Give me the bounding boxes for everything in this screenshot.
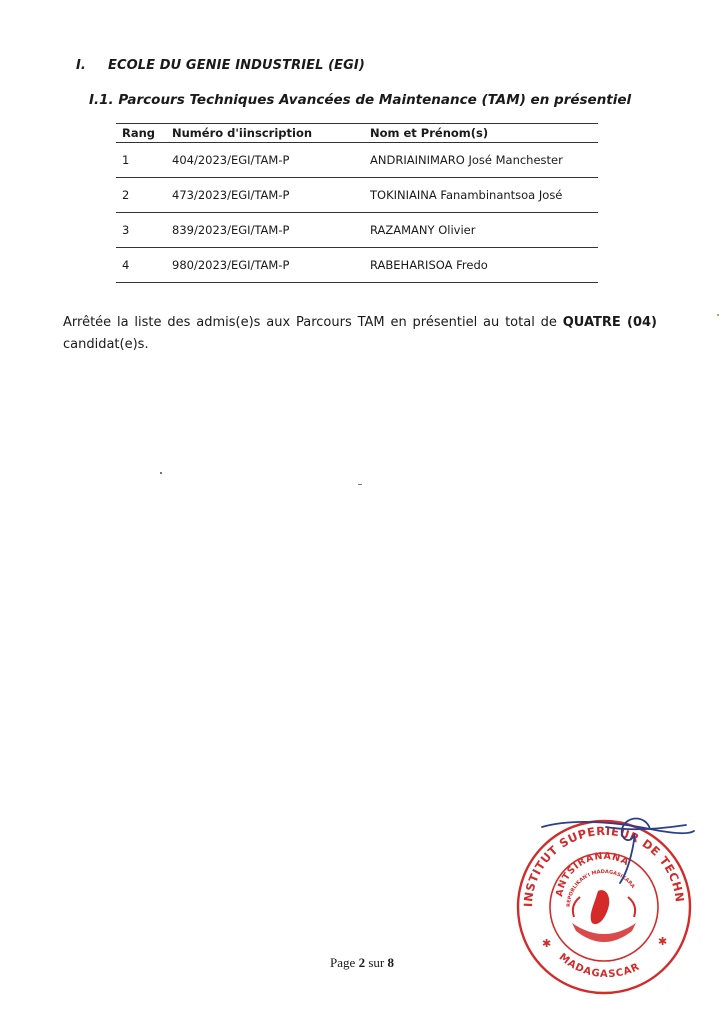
stamp-star-icon: ✱	[658, 935, 668, 948]
total-page-count: 8	[387, 955, 394, 970]
cell-numero: 980/2023/EGI/TAM-P	[172, 258, 290, 272]
conclusion-total: QUATRE (04)	[562, 315, 657, 330]
column-header-numero: Numéro d'iinscription	[172, 126, 313, 140]
stamp-small-text-path: REPOBLIKAN'I MADAGASIKARA	[565, 868, 636, 908]
cell-nom: TOKINIAINA Fanambinantsoa José	[370, 188, 563, 202]
column-header-rang: Rang	[122, 126, 156, 140]
scan-speck	[358, 484, 362, 485]
cell-numero: 473/2023/EGI/TAM-P	[172, 188, 290, 202]
conclusion-text: Arrêtée la liste des admis(e)s aux Parcours TAM en présentiel au total de	[63, 315, 563, 330]
conclusion-paragraph	[63, 312, 657, 356]
column-header-nom: Nom et Prénom(s)	[370, 126, 489, 140]
table-row	[116, 248, 598, 283]
cell-rang: 1	[122, 153, 130, 167]
table-row	[116, 143, 598, 178]
subsection-heading: I.1. Parcours Techniques Avancées de Maintenance (TAM) en présentiel	[89, 92, 632, 108]
page-footer	[0, 955, 724, 971]
table-row	[116, 178, 598, 213]
cell-rang: 2	[122, 188, 130, 202]
footer-prefix: Page	[330, 955, 359, 970]
cell-numero: 404/2023/EGI/TAM-P	[172, 153, 290, 167]
cell-nom: RABEHARISOA Fredo	[370, 258, 488, 272]
stamp-bottom-text-path: MADAGASCAR	[556, 951, 642, 981]
stamp-star-icon: ✱	[542, 937, 552, 950]
current-page-number: 2	[358, 955, 366, 970]
scan-speck	[160, 472, 162, 474]
stamp-emblem-icon	[572, 890, 636, 942]
cell-nom: RAZAMANY Olivier	[370, 223, 476, 237]
scan-speck	[717, 314, 719, 316]
section-title-text: ECOLE DU GENIE INDUSTRIEL (EGI)	[108, 58, 365, 73]
section-number: I.	[76, 58, 86, 73]
table-row	[116, 213, 598, 248]
cell-numero: 839/2023/EGI/TAM-P	[172, 223, 290, 237]
cell-nom: ANDRIAINIMARO José Manchester	[370, 153, 563, 167]
cell-rang: 4	[122, 258, 130, 272]
table-header-row	[116, 124, 598, 143]
stamp-ring-text-path: INSTITUT SUPERIEUR DE TECHN	[520, 823, 687, 908]
admitted-students-table	[116, 123, 598, 283]
conclusion-text-end: candidat(e)s.	[63, 337, 149, 352]
section-heading	[76, 58, 365, 73]
stamp-inner-text-path: ANTSIRANANA	[554, 850, 631, 898]
footer-middle: sur	[365, 955, 388, 970]
cell-rang: 3	[122, 223, 130, 237]
